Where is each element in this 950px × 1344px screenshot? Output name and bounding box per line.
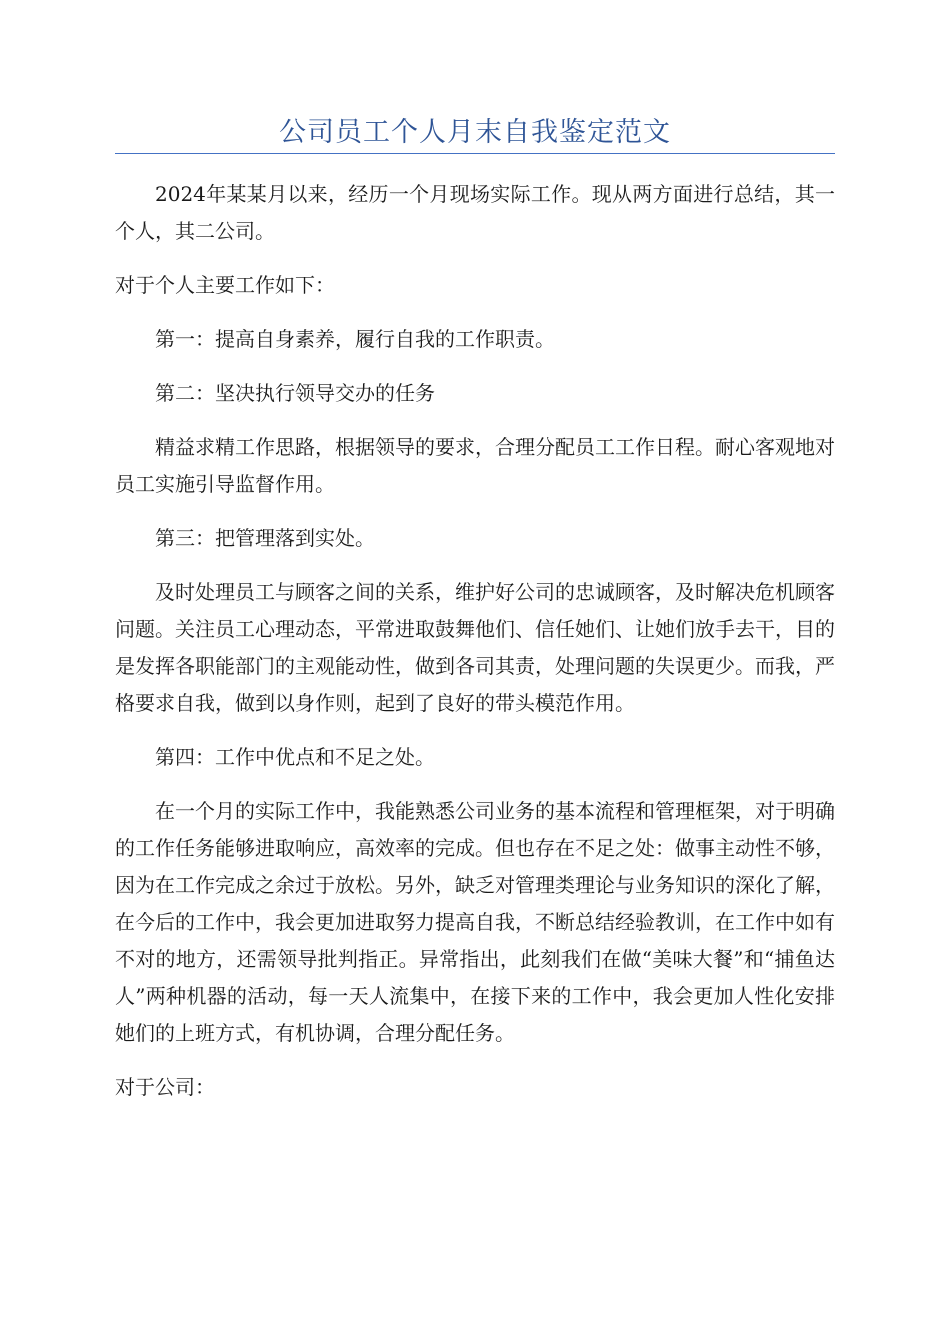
paragraph-point-2: 第二：坚决执行领导交办的任务 <box>155 381 435 405</box>
document-title: 公司员工个人月末自我鉴定范文 <box>279 117 671 148</box>
paragraph-point-3-detail: 及时处理员工与顾客之间的关系，维护好公司的忠诚顾客，及时解决危机顾客问题。关注员工心理动态，平常进取鼓舞他们、信任她们、让她们放手去干，目的是发挥各职能部门的主观能动性，做到各司其责，处理问题的失误更少。而我，严格要求自我，做到以身作则，起到了良好的带头模范作用。 <box>115 580 835 715</box>
paragraph-point-4: 第四：工作中优点和不足之处。 <box>155 745 435 769</box>
paragraph-company-heading: 对于公司： <box>115 1075 215 1099</box>
title-underline <box>115 153 835 154</box>
paragraph-point-4-detail: 在一个月的实际工作中，我能熟悉公司业务的基本流程和管理框架，对于明确的工作任务能够进取响应，高效率的完成。但也存在不足之处：做事主动性不够，因为在工作完成之余过于放松。另外，缺乏对管理类理论与业务知识的深化了解，在今后的工作中，我会更加进取努力提高自我，不断总结经验教训，在工作中如有不对的地方，还需领导批判指正。异常指出，此刻我们在做“美味大餐”和“捕鱼达人”两种机器的活动，每一天人流集中，在接下来的工作中，我会更加人性化安排她们的上班方式，有机协调，合理分配任务。 <box>115 799 835 1045</box>
paragraph-point-1: 第一：提高自身素养，履行自我的工作职责。 <box>155 327 555 351</box>
paragraph-intro: 2024年某某月以来，经历一个月现场实际工作。现从两方面进行总结，其一个人，其二公司。 <box>115 182 835 243</box>
paragraph-point-2-detail: 精益求精工作思路，根据领导的要求，合理分配员工工作日程。耐心客观地对员工实施引导监督作用。 <box>115 435 835 496</box>
paragraph-point-3: 第三：把管理落到实处。 <box>155 526 375 550</box>
document-body <box>115 176 835 1123</box>
paragraph-personal-heading: 对于个人主要工作如下： <box>115 273 335 297</box>
